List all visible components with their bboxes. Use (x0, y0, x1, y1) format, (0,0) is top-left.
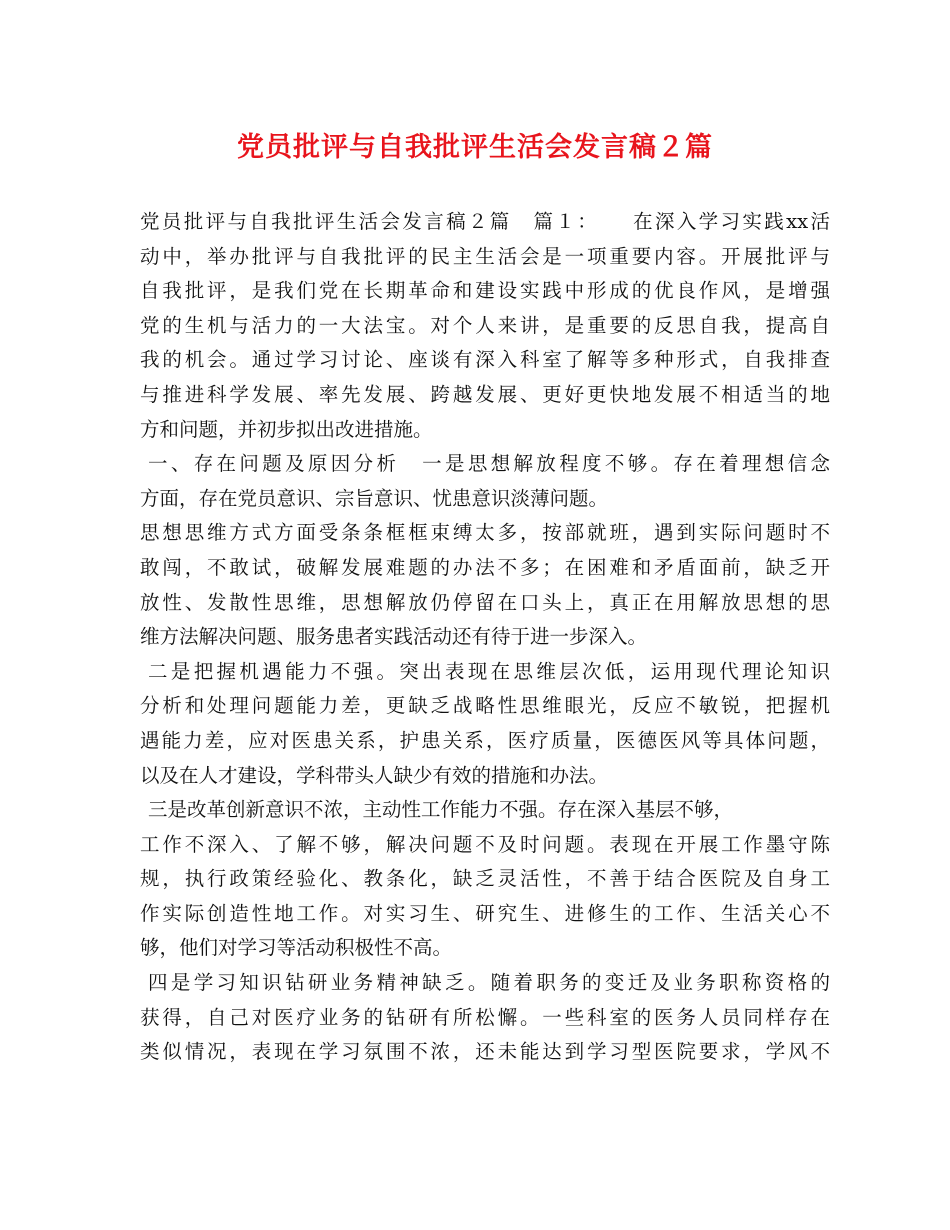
paragraph-line: 规，执行政策经验化、教条化，缺乏灵活性，不善于结合医院及自身工 (140, 867, 830, 891)
paragraph-line: 党的生机与活力的一大法宝。对个人来讲，是重要的反思自我，提高自 (140, 313, 830, 337)
paragraph-line: 够，他们对学习等活动积极性不高。 (140, 936, 453, 960)
paragraph-line: 我的机会。通过学习讨论、座谈有深入科室了解等多种形式，自我排查 (140, 348, 830, 372)
paragraph-line: 二是把握机遇能力不强。突出表现在思维层次低，运用现代理论知识 (148, 659, 830, 683)
paragraph-line: 维方法解决问题、服务患者实践活动还有待于进一步深入。 (140, 625, 648, 649)
paragraph-line: 三是改革创新意识不浓，主动性工作能力不强。存在深入基层不够， (148, 798, 734, 822)
document-title: 党员批评与自我批评生活会发言稿２篇 (237, 132, 713, 163)
paragraph-line: 遇能力差，应对医患关系，护患关系，医疗质量，医德医风等具体问题， (140, 728, 830, 752)
paragraph-line: 类似情况，表现在学习氛围不浓，还未能达到学习型医院要求，学风不 (140, 1040, 830, 1064)
paragraph-line: 以及在人才建设，学科带头人缺少有效的措施和办法。 (140, 763, 609, 787)
paragraph-line: 工作不深入、了解不够，解决问题不及时问题。表现在开展工作墨守陈 (140, 832, 830, 856)
paragraph-line: 动中，举办批评与自我批评的民主生活会是一项重要内容。开展批评与 (140, 244, 830, 268)
paragraph-line: 自我批评，是我们党在长期革命和建设实践中形成的优良作风，是增强 (140, 279, 830, 303)
paragraph-line: 党员批评与自我批评生活会发言稿２篇 篇１： 在深入学习实践xx活 (140, 210, 830, 233)
paragraph-line: 一、存在问题及原因分析 一是思想解放程度不够。存在着理想信念 (148, 452, 830, 476)
paragraph-line: 方和问题，并初步拟出改进措施。 (140, 417, 433, 441)
paragraph-line: 作实际创造性地工作。对实习生、研究生、进修生的工作、生活关心不 (140, 901, 830, 925)
paragraph-line: 放性、发散性思维，思想解放仍停留在口头上，真正在用解放思想的思 (140, 590, 830, 614)
paragraph-line: 分析和处理问题能力差，更缺乏战略性思维眼光，反应不敏锐，把握机 (140, 694, 830, 718)
paragraph-line: 思想思维方式方面受条条框框束缚太多，按部就班，遇到实际问题时不 (140, 521, 830, 545)
paragraph-line: 四是学习知识钻研业务精神缺乏。随着职务的变迁及业务职称资格的 (148, 971, 830, 995)
paragraph-line: 方面，存在党员意识、宗旨意识、忧患意识淡薄问题。 (140, 486, 609, 510)
paragraph-line: 敢闯，不敢试，破解发展难题的办法不多；在困难和矛盾面前，缺乏开 (140, 555, 830, 579)
paragraph-line: 与推进科学发展、率先发展、跨越发展、更好更快地发展不相适当的地 (140, 382, 830, 406)
paragraph-line: 获得，自己对医疗业务的钻研有所松懈。一些科室的医务人员同样存在 (140, 1005, 830, 1029)
document-body (140, 205, 830, 1070)
